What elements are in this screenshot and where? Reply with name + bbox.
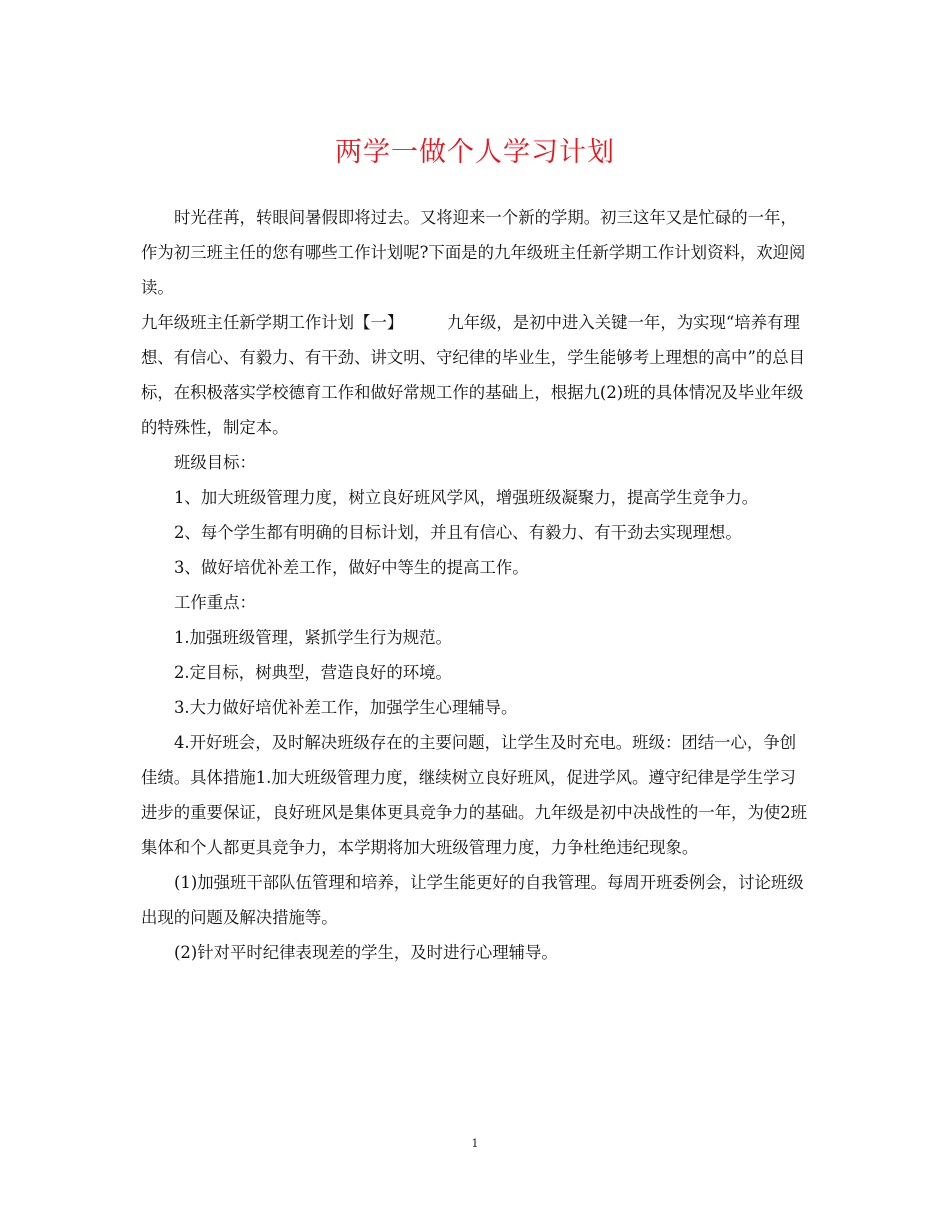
goal-item-2: 2、每个学生都有明确的目标计划，并且有信心、有毅力、有干劲去实现理想。 — [174, 523, 742, 542]
plan-intro: 九年级，是初中进入关键一年，为实现“培养有理想、有信心、有毅力、有干劲、讲文明、守纪律的毕业生，学生能够考上理想的高中”的总目标，在积极落实学校德育工作和做好常规工作的基础上，根据九(2)班的具体情况及毕业年级的特殊性，制定本。 — [141, 313, 806, 437]
document-title: 两学一做个人学习计划 — [335, 137, 615, 168]
goal-item-3: 3、做好培优补差工作，做好中等生的提高工作。 — [174, 558, 529, 577]
focus-item-4: 4.开好班会，及时解决班级存在的主要问题，让学生及时充电。班级：团结一心，争创佳绩。具体措施1.加大班级管理力度，继续树立良好班风，促进学风。遵守纪律是学生学习进步的重要保证，良好班风是集体更具竞争力的基础。九年级是初中决战性的一年，为使2班集体和个人都更具竞争力，本学期将加大班级管理力度，力争杜绝违纪现象。 — [141, 733, 808, 857]
goal-item-1: 1、加大班级管理力度，树立良好班风学风，增强班级凝聚力，提高学生竞争力。 — [174, 488, 759, 507]
measure-item-2: (2)针对平时纪律表现差的学生，及时进行心理辅导。 — [174, 943, 558, 962]
intro-paragraph: 时光荏苒，转眼间暑假即将过去。又将迎来一个新的学期。初三这年又是忙碌的一年，作为初三班主任的您有哪些工作计划呢?下面是的九年级班主任新学期工作计划资料，欢迎阅读。 — [141, 208, 806, 297]
plan-heading: 九年级班主任新学期工作计划【一】 — [141, 313, 404, 332]
focus-item-1: 1.加强班级管理，紧抓学生行为规范。 — [174, 628, 452, 647]
document-body — [141, 200, 811, 970]
page-number: 1 — [471, 1137, 479, 1150]
plan-paragraph — [141, 305, 811, 445]
measure-item-1: (1)加强班干部队伍管理和培养，让学生能更好的自我管理。每周开班委例会，讨论班级出现的问题及解决措施等。 — [141, 873, 804, 927]
focus-label: 工作重点： — [174, 593, 256, 612]
focus-item-3: 3.大力做好培优补差工作，加强学生心理辅导。 — [174, 698, 518, 717]
goals-label: 班级目标： — [174, 453, 256, 472]
focus-item-2: 2.定目标，树典型，营造良好的环境。 — [174, 663, 452, 682]
